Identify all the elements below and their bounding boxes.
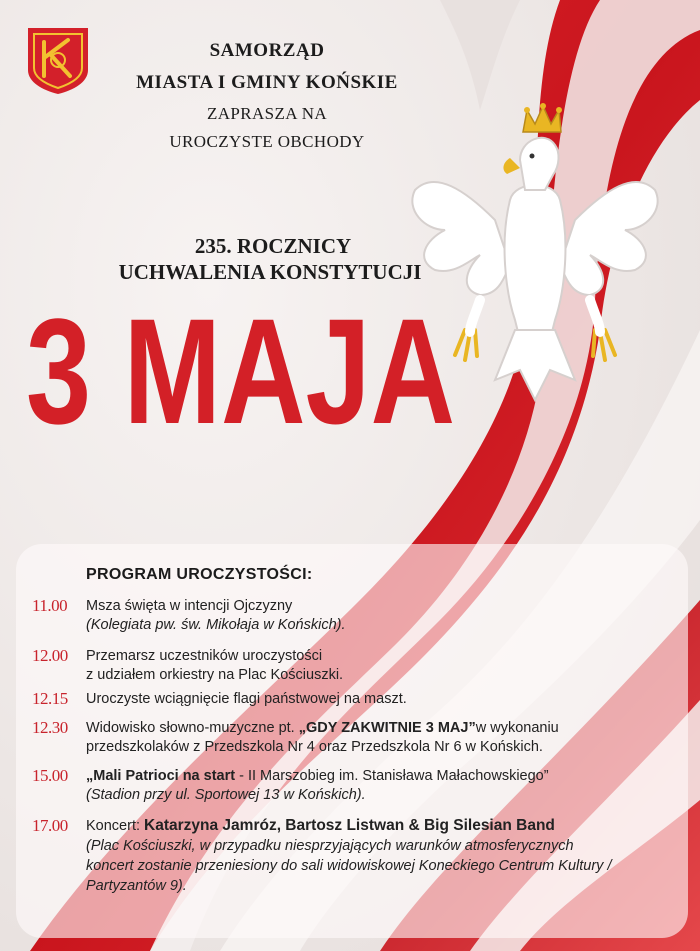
program-item-location: (Kolegiata pw. św. Mikołaja w Końskich). — [86, 617, 346, 633]
program-heading: PROGRAM UROCZYSTOŚCI: — [86, 566, 313, 583]
main-title: 3 MAJA — [26, 287, 456, 455]
program-item-title: „Mali Patrioci na start — [86, 768, 236, 784]
program-time: 17.00 — [32, 816, 68, 835]
program-item-text: z udziałem orkiestry na Plac Kościuszki. — [86, 667, 344, 683]
program-time: 12.00 — [32, 646, 68, 665]
program-item-prefix: Widowisko słowno-muzyczne pt. — [86, 720, 299, 736]
anniversary-line1: 235. ROCZNICY — [194, 234, 352, 258]
coat-of-arms-icon — [22, 24, 94, 96]
program-item-prefix: Koncert: — [86, 818, 145, 834]
program-time: 15.00 — [32, 766, 68, 785]
program-item-text: przedszkolaków z Przedszkola Nr 4 oraz Przedszkola Nr 6 w Końskich. — [86, 739, 543, 755]
program-item-text: Msza święta w intencji Ojczyzny — [86, 598, 293, 614]
program-item-text: Uroczyste wciągnięcie flagi państwowej na maszt. — [86, 691, 407, 707]
organizer-line1: SAMORZĄD — [209, 40, 325, 61]
program-item-title: Katarzyna Jamróz, Bartosz Listwan & Big Silesian Band — [144, 817, 555, 834]
program-item-title: „GDY ZAKWITNIE 3 MAJ” — [298, 720, 476, 736]
program-item-suffix: - II Marszobieg im. Stanisława Małachowskiego” — [235, 768, 549, 784]
program-time: 12.15 — [32, 689, 68, 708]
program-item-suffix: w wykonaniu — [475, 720, 559, 736]
program-time: 11.00 — [32, 596, 68, 615]
anniversary-line2: UCHWALENIA KONSTYTUCJI — [118, 260, 422, 284]
invite-line1: ZAPRASZA NA — [206, 104, 328, 123]
program-item-location: Partyzantów 9). — [86, 878, 187, 894]
invite-line2: UROCZYSTE OBCHODY — [169, 132, 365, 151]
program-item-location: (Stadion przy ul. Sportowej 13 w Końskich). — [86, 787, 366, 803]
program-time: 12.30 — [32, 718, 68, 737]
program-item-text — [86, 768, 549, 784]
program-item-text: Przemarsz uczestników uroczystości — [86, 648, 323, 664]
program-item-text — [86, 817, 555, 835]
organizer-line2: MIASTA I GMINY KOŃSKIE — [136, 72, 398, 93]
program-item-location: (Plac Kościuszki, w przypadku niesprzyjających warunków atmosferycznych — [86, 838, 574, 854]
program-item-location: koncert zostanie przeniesiony do sali widowiskowej Koneckiego Centrum Kultury / — [86, 858, 612, 874]
program-item-text — [86, 720, 559, 736]
